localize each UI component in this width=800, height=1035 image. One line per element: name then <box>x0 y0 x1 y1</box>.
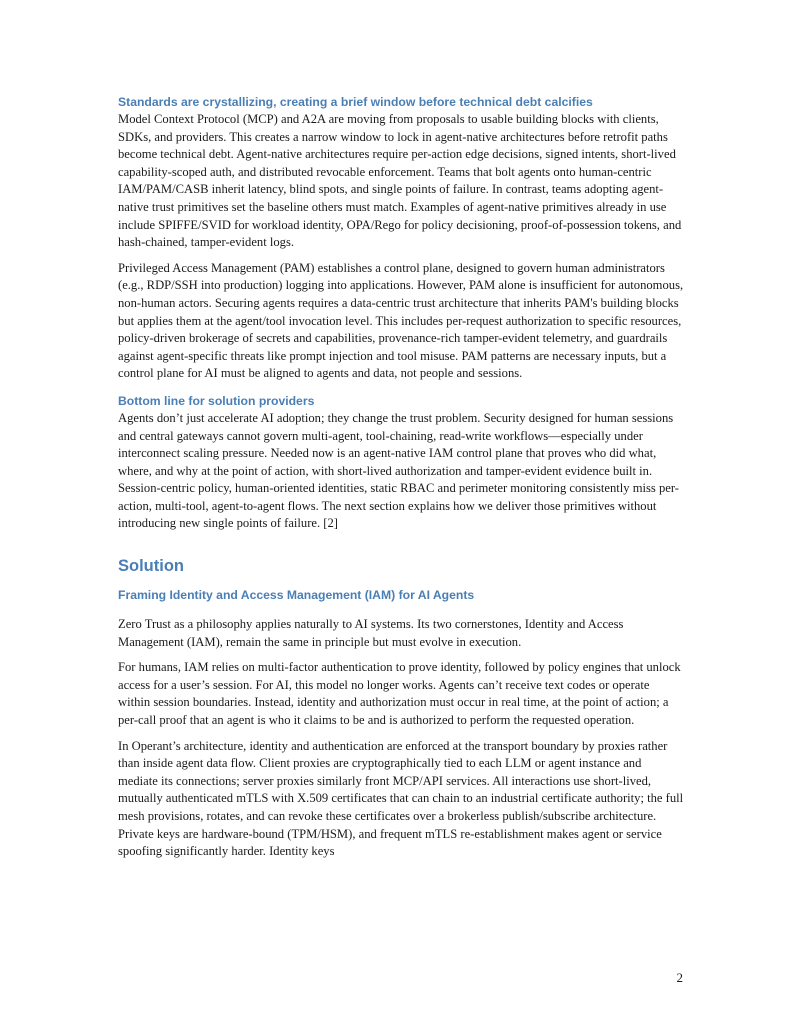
framing-heading: Framing Identity and Access Management (IAM) for AI Agents <box>118 588 475 603</box>
solution-heading: Solution <box>118 557 184 576</box>
standards-paragraph-2: Privileged Access Management (PAM) establishes a control plane, designed to govern human administrators (e.g., RDP/SSH into production) logging into applications. However, PAM alone is insufficient for autonomous, non-human actors. Securing agents requires a data-centric trust architecture that inherits PAM's building blocks but applies them at the agent/tool invocation level. This includes per-request authorization to specific resources, policy-driven brokerage of secrets and capabilities, provenance-rich tamper-evident telemetry, and guardrails against agent-specific threats like prompt injection and tool misuse. PAM patterns are necessary inputs, but a control plane for AI must be aligned to agents and data, not people and sessions. <box>118 260 684 381</box>
bottom-line-paragraph: Agents don’t just accelerate AI adoption; they change the trust problem. Security designed for human sessions and central gateways cannot govern multi-agent, tool-chaining, read-write workflows—especially under interconnect scaling pressure. Needed now is an agent-native IAM control plane that proves who did what, where, and why at the point of action, with short-lived authorization and tamper-evident evidence built in. Session-centric policy, human-oriented identities, static RBAC and perimeter monitoring consistently miss per-action, multi-tool, agent-to-agent flows. The next section explains how we deliver those primitives without introducing new single points of failure. [2] <box>118 410 679 531</box>
framing-paragraph-2: For humans, IAM relies on multi-factor authentication to prove identity, followed by policy engines that unlock access for a user’s session. For AI, this model no longer works. Agents can’t receive text codes or operate within session boundaries. Instead, identity and authorization must occur in real time, at the point of action; a per-call proof that an agent is who it claims to be and is authorized to perform the requested operation. <box>118 660 681 728</box>
standards-heading: Standards are crystallizing, creating a brief window before technical debt calcifies <box>118 95 593 109</box>
page-number: 2 <box>676 970 683 985</box>
standards-paragraph-1: Model Context Protocol (MCP) and A2A are moving from proposals to usable building blocks with clients, SDKs, and providers. This creates a narrow window to lock in agent-native architectures before retrofit paths become technical debt. Agent-native architectures require per-action edge decisions, signed intents, short-lived capability-scoped auth, and distributed revocable enforcement. Teams that bolt agents onto human-centric IAM/PAM/CASB inherit latency, blind spots, and single points of failure. In contrast, teams adopting agent-native trust primitives set the baseline others must match. Examples of agent-native primitives already in use include SPIFFE/SVID for workload identity, OPA/Rego for policy decisioning, proof-of-possession tokens, and hash-chained, tamper-evident logs. <box>118 112 682 250</box>
bottom-line-heading: Bottom line for solution providers <box>118 393 315 408</box>
document-page <box>118 94 684 861</box>
framing-paragraph-1: Zero Trust as a philosophy applies naturally to AI systems. Its two cornerstones, Identity and Access Management (IAM), remain the same in principle but must evolve in execution. <box>118 617 624 649</box>
framing-paragraph-3: In Operant’s architecture, identity and authentication are enforced at the transport boundary by proxies rather than inside agent data flow. Client proxies are cryptographically tied to each LLM or agent instance and mediate its connections; server proxies similarly front MCP/API services. All interactions use short-lived, mutually authenticated mTLS with X.509 certificates that can chain to an industrial certificate authority; the full mesh provisions, rotates, and can revoke these certificates over a brokerless publish/subscribe architecture. Private keys are hardware-bound (TPM/HSM), and frequent mTLS re-establishment makes agent or service spoofing significantly harder. Identity keys <box>118 738 684 859</box>
